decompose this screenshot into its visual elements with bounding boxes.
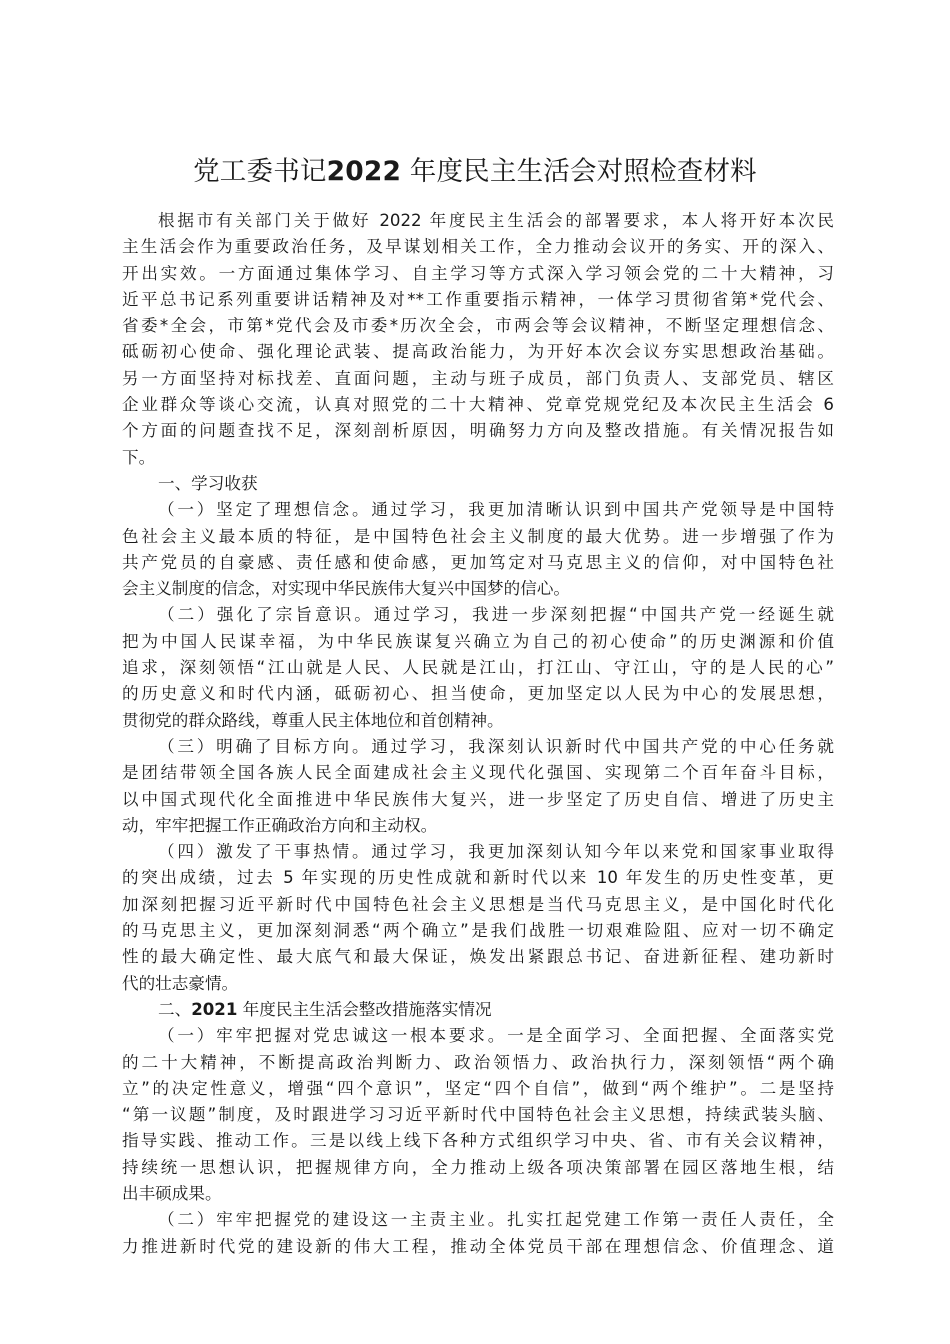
text-line: 指导实践、推动工作。三是以线上线下各种方式组织学习中央、省、市有关会议精神， <box>122 1131 834 1151</box>
paragraph-1-3 <box>122 734 834 839</box>
text-line: 企业群众等谈心交流，认真对照党的二十大精神、党章党规党纪及本次民主生活会 6 <box>122 395 834 415</box>
text-line: 加深刻把握习近平新时代中国特色社会主义思想是当代马克思主义，是中国化时代化 <box>122 894 834 914</box>
text-line: 近平总书记系列重要讲话精神及对**工作重要指示精神，一体学习贯彻省第*党代会、 <box>122 289 834 309</box>
text-line: （四）激发了干事热情。通过学习，我更加深刻认知今年以来党和国家事业取得 <box>158 842 834 862</box>
text-line: 持续统一思想认识，把握规律方向，全力推动上级各项决策部署在园区落地生根，结 <box>122 1157 834 1177</box>
text-line: （二）牢牢把握党的建设这一主责主业。扎实扛起党建工作第一责任人责任，全 <box>158 1210 834 1230</box>
text-line: 的二十大精神，不断提高政治判断力、政治领悟力、政治执行力，深刻领悟“两个确 <box>122 1052 834 1072</box>
text-line: 开出实效。一方面通过集体学习、自主学习等方式深入学习领会党的二十大精神，习 <box>122 263 834 283</box>
text-line: 主生活会作为重要政治任务，及早谋划相关工作，全力推动会议开的务实、开的深入、 <box>122 237 834 257</box>
paragraph-intro <box>122 208 834 471</box>
text-line: （二）强化了宗旨意识。通过学习，我进一步深刻把握“中国共产党一经诞生就 <box>158 605 834 625</box>
text-line: “第一议题”制度，及时跟进学习习近平新时代中国特色社会主义思想，持续武装头脑、 <box>122 1105 834 1125</box>
text-line: 会主义制度的信念，对实现中华民族伟大复兴中国梦的信心。 <box>122 579 571 599</box>
text-line: 贯彻党的群众路线，尊重人民主体地位和首创精神。 <box>122 710 504 730</box>
text-line: 砥砺初心使命、强化理论武装、提高政治能力，为开好本次会议夯实思想政治基础。 <box>122 342 834 362</box>
heading-suffix: 年度民主生活会整改措施落实情况 <box>237 999 492 1019</box>
text-line: 根据市有关部门关于做好 2022 年度民主生活会的部署要求，本人将开好本次民 <box>158 211 834 230</box>
text-line: 出丰硕成果。 <box>122 1183 222 1203</box>
text-line: 追求，深刻领悟“江山就是人民、人民就是江山，打江山、守江山，守的是人民的心” <box>122 658 834 678</box>
paragraph-1-4 <box>122 839 834 997</box>
text-line: 力推进新时代党的建设新的伟大工程，推动全体党员干部在理想信念、价值理念、道 <box>122 1236 834 1256</box>
paragraph-2-1 <box>122 1023 834 1207</box>
text-line: 把为中国人民谋幸福，为中华民族谋复兴确立为自己的初心使命”的历史渊源和价值 <box>122 631 834 651</box>
paragraph-2-2 <box>122 1207 834 1260</box>
text-line: 性的最大确定性、最大底气和最大保证，焕发出紧跟总书记、奋进新征程、建功新时 <box>122 947 834 967</box>
text-line: 动，牢牢把握工作正确政治方向和主动权。 <box>122 815 438 835</box>
text-line: 个方面的问题查找不足，深刻剖析原因，明确努力方向及整改措施。有关情况报告如 <box>122 421 834 441</box>
title-prefix: 党工委书记 <box>193 156 327 187</box>
text-line: 是团结带领全国各族人民全面建成社会主义现代化强国、实现第二个百年奋斗目标， <box>122 763 834 783</box>
heading-year: 2021 <box>191 999 238 1019</box>
text-line: （一）牢牢把握对党忠诚这一根本要求。一是全面学习、全面把握、全面落实党 <box>158 1026 834 1046</box>
text-line: 省委*全会，市第*党代会及市委*历次全会，市两会等会议精神，不断坚定理想信念、 <box>122 316 834 336</box>
text-line: 共产党员的自豪感、责任感和使命感，更加笃定对马克思主义的信仰，对中国特色社 <box>122 552 834 572</box>
document-title <box>0 152 950 192</box>
title-year: 2022 <box>326 156 402 187</box>
title-suffix: 年度民主生活会对照检查材料 <box>401 156 757 187</box>
heading-text <box>122 997 834 1023</box>
text-line: （一）坚定了理想信念。通过学习，我更加清晰认识到中国共产党领导是中国特 <box>158 500 834 520</box>
text-line: 立”的决定性意义，增强“四个意识”，坚定“四个自信”，做到“两个维护”。二是坚持 <box>122 1078 834 1098</box>
text-line: 代的壮志豪情。 <box>122 973 239 993</box>
text-line: （三）明确了目标方向。通过学习，我深刻认识新时代中国共产党的中心任务就 <box>158 736 834 756</box>
paragraph-1-1 <box>122 497 834 602</box>
text-line: 的历史意义和时代内涵，砥砺初心、担当使命，更加坚定以人民为中心的发展思想， <box>122 684 834 704</box>
text-line: 下。 <box>122 447 156 467</box>
paragraph-1-2 <box>122 602 834 733</box>
section-heading-1 <box>122 471 834 497</box>
heading-prefix: 二、 <box>158 999 192 1019</box>
text-line: 另一方面坚持对标找差、直面问题，主动与班子成员，部门负责人、支部党员、辖区 <box>122 368 834 388</box>
text-line: 色社会主义最本质的特征，是中国特色社会主义制度的最大优势。进一步增强了作为 <box>122 526 834 546</box>
heading-text: 一、学习收获 <box>158 473 258 493</box>
text-line: 的突出成绩，过去 5 年实现的历史性成就和新时代以来 10 年发生的历史性变革，更 <box>122 868 834 888</box>
text-line: 以中国式现代化全面推进中华民族伟大复兴，进一步坚定了历史自信、增进了历史主 <box>122 789 834 809</box>
section-heading-2 <box>122 997 834 1023</box>
text-line: 的马克思主义，更加深刻洞悉“两个确立”是我们战胜一切艰难险阻、应对一切不确定 <box>122 921 834 941</box>
document-body <box>122 208 834 1260</box>
